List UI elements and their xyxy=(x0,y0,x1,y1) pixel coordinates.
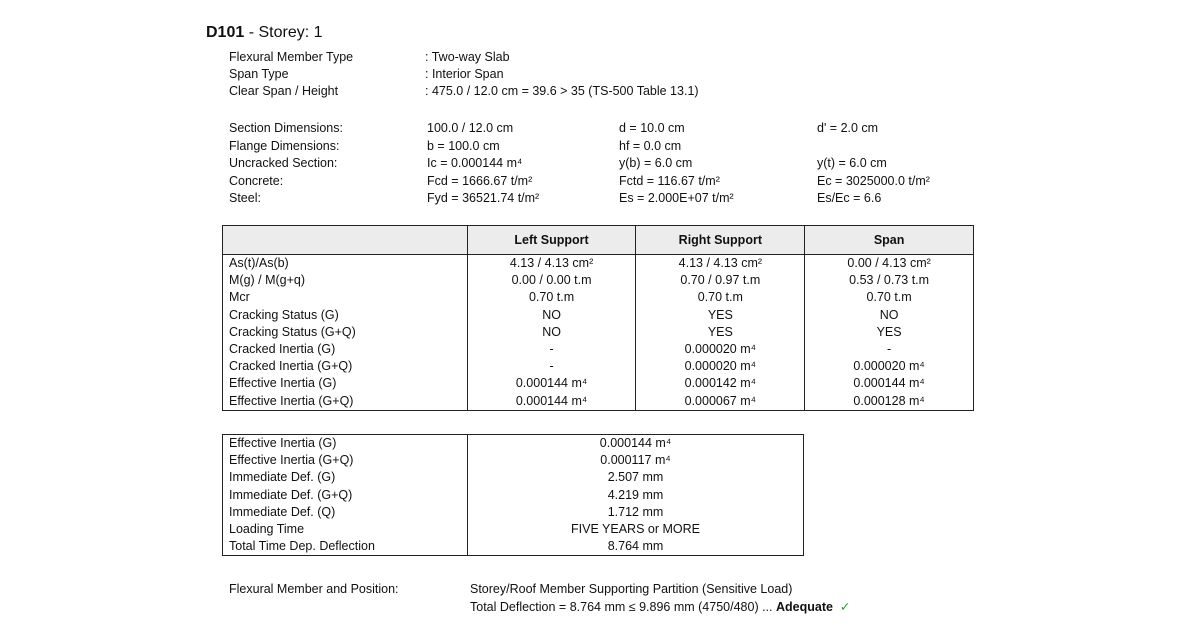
deflection-value: 2.507 mm xyxy=(607,470,664,485)
deflection-label: Immediate Def. (G+Q) xyxy=(229,487,353,502)
span-value: 0.00 / 4.13 cm² xyxy=(847,256,931,270)
deflection-label: Effective Inertia (G+Q) xyxy=(229,453,354,468)
left-value: - xyxy=(549,341,554,356)
storey-label: - Storey: 1 xyxy=(244,24,323,41)
right-value: YES xyxy=(707,307,733,322)
deflection-label: Immediate Def. (Q) xyxy=(229,504,336,519)
row-label: Cracked Inertia (G) xyxy=(229,341,336,356)
deflection-value: FIVE YEARS or MORE xyxy=(571,521,700,536)
deflection-value: 0.000117 m⁴ xyxy=(600,453,671,468)
info-row xyxy=(229,66,929,83)
left-value: 0.000144 m⁴ xyxy=(515,393,588,408)
section-row xyxy=(229,173,949,191)
row-label: As(t)/As(b) xyxy=(229,256,289,270)
support-table-body xyxy=(223,255,974,411)
section-row xyxy=(229,190,949,208)
left-value: 0.70 t.m xyxy=(528,290,575,305)
row-label: Cracked Inertia (G+Q) xyxy=(229,359,353,374)
deflection-value: 0.000144 m⁴ xyxy=(599,436,672,450)
info-value: : Interior Span xyxy=(425,67,504,81)
row-label: M(g) / M(g+q) xyxy=(229,273,306,288)
section-info xyxy=(229,120,949,210)
section-value: 100.0 / 12.0 cm xyxy=(427,121,514,135)
section-label: Steel: xyxy=(229,191,261,205)
section-label: Flange Dimensions: xyxy=(229,138,340,153)
info-value: : Two-way Slab xyxy=(425,50,510,64)
section-value: y(t) = 6.0 cm xyxy=(817,156,887,170)
section-value: Es = 2.000E+07 t/m² xyxy=(619,191,734,205)
span-value: YES xyxy=(876,324,902,339)
section-label: Uncracked Section: xyxy=(229,156,338,170)
left-value: - xyxy=(549,359,554,374)
row-labels-cell xyxy=(223,255,468,411)
info-label: Clear Span / Height xyxy=(229,84,339,98)
row-label: Cracking Status (G+Q) xyxy=(229,324,356,339)
left-value: 0.000144 m⁴ xyxy=(515,376,588,391)
row-label: Mcr xyxy=(229,290,250,305)
footer-line2 xyxy=(470,598,850,616)
right-value: 0.70 / 0.97 t.m xyxy=(680,273,761,288)
section-value: Ec = 3025000.0 t/m² xyxy=(817,173,930,188)
right-support-cell xyxy=(636,255,805,411)
span-value: 0.000020 m⁴ xyxy=(853,359,925,374)
span-value: 0.000128 m⁴ xyxy=(853,393,925,408)
left-value: NO xyxy=(542,324,561,339)
footer-line1: Storey/Roof Member Supporting Partition (Sensitive Load) xyxy=(470,582,793,596)
deflection-value: 1.712 mm xyxy=(607,504,664,519)
check-icon: ✓ xyxy=(839,600,851,614)
info-value: : 475.0 / 12.0 cm = 39.6 > 35 (TS-500 Table 13.1) xyxy=(425,84,699,98)
header-span: Span xyxy=(805,226,974,255)
deflection-table xyxy=(222,434,804,556)
deflection-labels-cell xyxy=(223,435,468,556)
header-blank-cell xyxy=(223,226,468,255)
right-value: 0.000142 m⁴ xyxy=(684,376,757,391)
right-value: 4.13 / 4.13 cm² xyxy=(678,256,763,270)
section-value: Ic = 0.000144 m⁴ xyxy=(427,156,523,170)
section-row xyxy=(229,120,949,138)
right-value: 0.000020 m⁴ xyxy=(684,359,757,374)
section-row xyxy=(229,138,949,156)
left-support-cell xyxy=(467,255,636,411)
deflection-label: Loading Time xyxy=(229,521,305,536)
span-value: NO xyxy=(879,307,899,322)
support-table-header xyxy=(223,226,974,255)
section-value: Fcd = 1666.67 t/m² xyxy=(427,173,533,188)
deflection-label: Effective Inertia (G) xyxy=(229,436,337,450)
deflection-values-cell xyxy=(468,435,804,556)
adequate-label: Adequate xyxy=(775,600,833,614)
section-value: Fyd = 36521.74 t/m² xyxy=(427,191,540,205)
member-id: D101 xyxy=(206,24,245,41)
support-table xyxy=(222,225,974,411)
right-value: 0.70 t.m xyxy=(697,290,743,305)
left-value: NO xyxy=(542,307,561,322)
left-value: 4.13 / 4.13 cm² xyxy=(509,256,594,270)
span-value: - xyxy=(887,341,892,356)
right-value: 0.000020 m⁴ xyxy=(684,341,757,356)
info-label: Flexural Member Type xyxy=(229,50,354,64)
info-row xyxy=(229,49,929,66)
section-label: Concrete: xyxy=(229,173,284,188)
header-left-support: Left Support xyxy=(467,226,636,255)
member-info xyxy=(229,49,929,101)
row-label: Effective Inertia (G) xyxy=(229,376,337,391)
footer-label: Flexural Member and Position: xyxy=(229,582,399,596)
info-label: Span Type xyxy=(229,67,289,81)
row-label: Effective Inertia (G+Q) xyxy=(229,393,354,408)
right-value: 0.000067 m⁴ xyxy=(684,393,757,408)
section-value: y(b) = 6.0 cm xyxy=(619,156,693,170)
deflection-label: Total Time Dep. Deflection xyxy=(229,539,375,554)
row-label: Cracking Status (G) xyxy=(229,307,339,322)
left-value: 0.00 / 0.00 t.m xyxy=(511,273,592,288)
info-row xyxy=(229,83,929,100)
section-value: Es/Ec = 6.6 xyxy=(817,191,882,205)
header-right-support: Right Support xyxy=(636,226,805,255)
deflection-value: 4.219 mm xyxy=(607,487,664,502)
section-value: Fctd = 116.67 t/m² xyxy=(619,173,720,188)
section-label: Section Dimensions: xyxy=(229,121,343,135)
deflection-table-body xyxy=(223,435,804,556)
section-value: d = 10.0 cm xyxy=(619,121,685,135)
span-value: 0.000144 m⁴ xyxy=(853,376,925,391)
right-value: YES xyxy=(707,324,733,339)
section-value: hf = 0.0 cm xyxy=(619,138,682,153)
deflection-value: 8.764 mm xyxy=(607,539,664,554)
section-value: d' = 2.0 cm xyxy=(817,121,879,135)
footer-result xyxy=(470,580,850,616)
span-value: 0.70 t.m xyxy=(866,290,912,305)
deflection-label: Immediate Def. (G) xyxy=(229,470,336,485)
page-title xyxy=(206,24,323,42)
total-deflection-text: Total Deflection = 8.764 mm ≤ 9.896 mm (4750/480) ... xyxy=(470,600,776,614)
span-cell xyxy=(805,255,974,411)
section-value: b = 100.0 cm xyxy=(427,138,500,153)
span-value: 0.53 / 0.73 t.m xyxy=(849,273,930,288)
section-row xyxy=(229,155,949,173)
